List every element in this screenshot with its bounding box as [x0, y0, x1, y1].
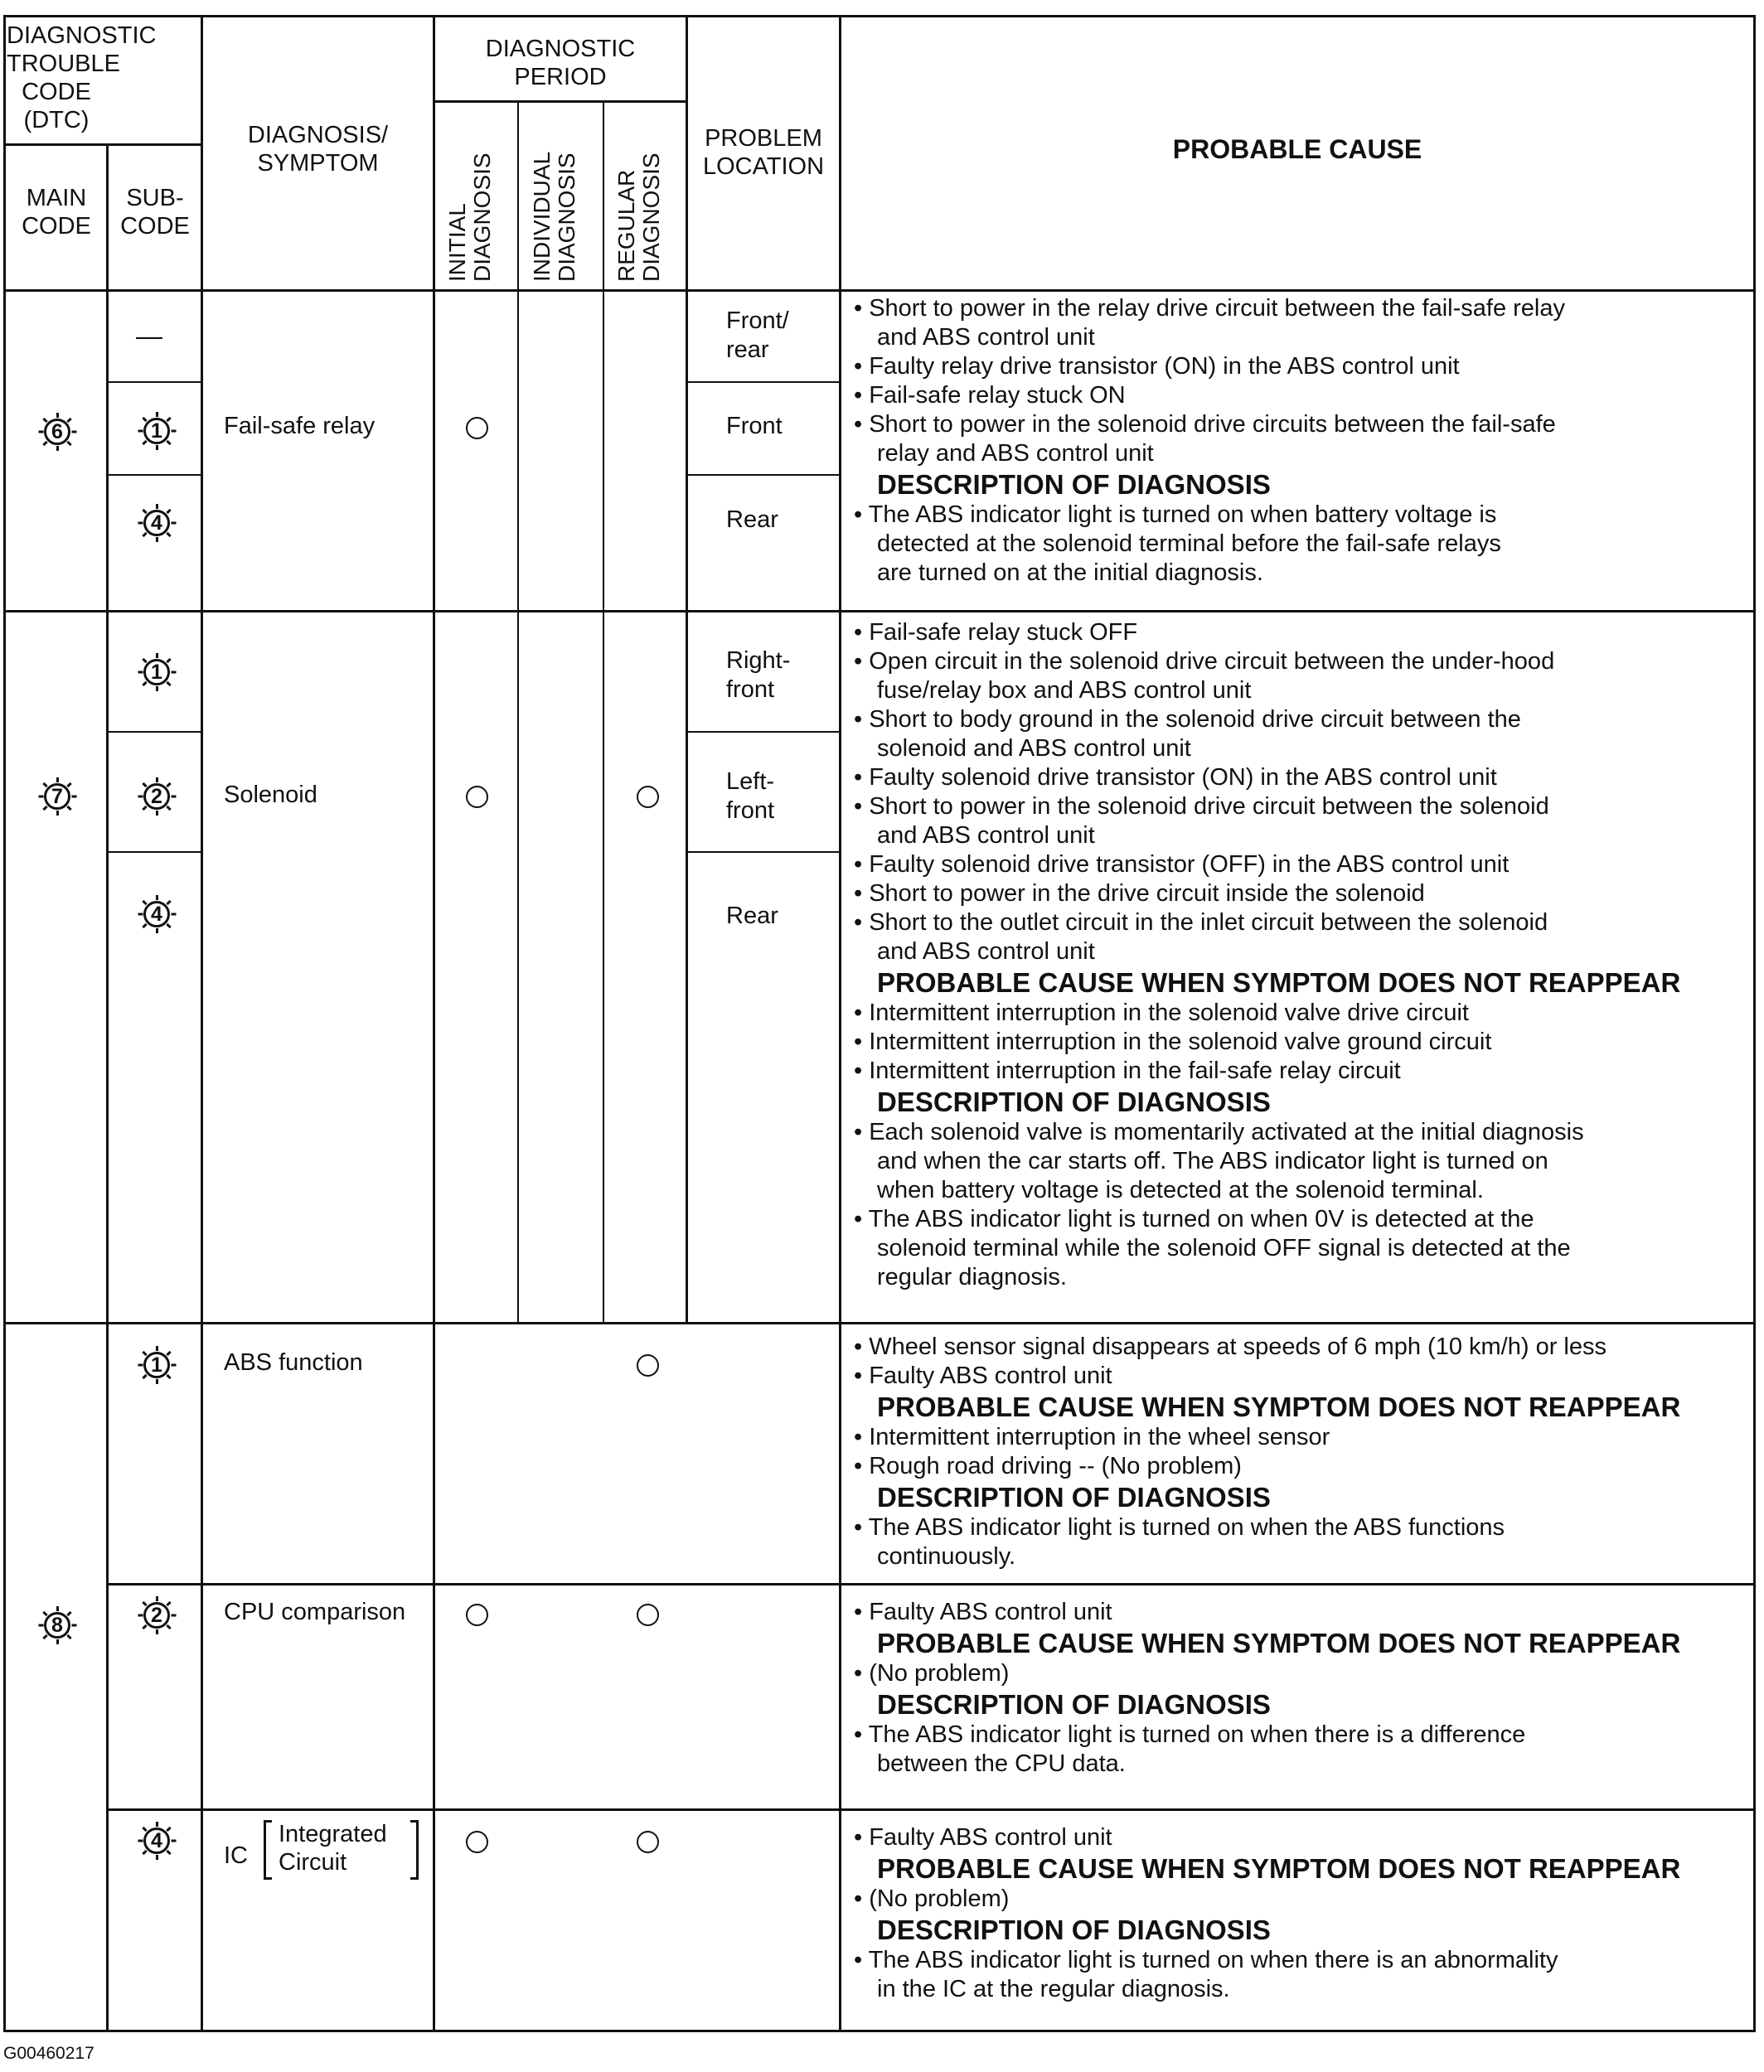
cause-line: • Fail-safe relay stuck ON — [854, 382, 1126, 409]
cause-line: • The ABS indicator light is turned on when 0V is detected at the — [854, 1206, 1534, 1232]
sub-code-4-icon: 4 — [138, 895, 174, 932]
regular-diagnosis-mark — [637, 1354, 659, 1377]
cause-line: continuously. — [877, 1543, 1016, 1570]
bracket-left-bottom — [264, 1877, 272, 1880]
cause-line: and ABS control unit — [877, 324, 1095, 351]
location-rear: Rear — [726, 903, 778, 929]
cause-line: and when the car starts off. The ABS indicator light is turned on — [877, 1148, 1548, 1174]
cause-line: • (No problem) — [854, 1660, 1010, 1687]
main-code-8-icon: 8 — [38, 1606, 75, 1643]
cause-heading: PROBABLE CAUSE WHEN SYMPTOM DOES NOT REAPPEAR — [877, 1853, 1681, 1884]
cause-line: • Faulty relay drive transistor (ON) in the ABS control unit — [854, 353, 1460, 380]
sub-code-2-icon: 2 — [138, 1596, 174, 1633]
cause-line: • Open circuit in the solenoid drive circuit between the under-hood — [854, 648, 1555, 675]
initial-diagnosis-mark — [466, 786, 488, 808]
cause-line: in the IC at the regular diagnosis. — [877, 1976, 1230, 2002]
location-front: Front — [726, 413, 783, 439]
cause-heading: PROBABLE CAUSE WHEN SYMPTOM DOES NOT REAPPEAR — [877, 1628, 1681, 1658]
bracket-right — [416, 1820, 419, 1880]
header-regular-diagnosis: REGULAR DIAGNOSIS — [613, 152, 664, 282]
initial-diagnosis-mark — [466, 1604, 488, 1626]
cause-line: • Short to body ground in the solenoid drive circuit between the — [854, 706, 1521, 733]
header-dtc: DIAGNOSTIC TROUBLE CODE (DTC) — [7, 22, 157, 133]
cause-heading: DESCRIPTION OF DIAGNOSIS — [877, 1689, 1271, 1720]
symptom-ic-bracket-text: Integrated Circuit — [279, 1821, 387, 1876]
main-code-6-icon: 6 — [38, 413, 75, 449]
cause-block-r7 — [854, 618, 1680, 1292]
header-sub-code: SUB- CODE — [120, 185, 190, 240]
cause-line: when battery voltage is detected at the solenoid terminal. — [877, 1177, 1484, 1203]
cause-line: • Faulty solenoid drive transistor (ON) in the ABS control unit — [854, 764, 1497, 791]
location-rear: Rear — [726, 506, 778, 533]
cause-line: • The ABS indicator light is turned on when there is an abnormality — [854, 1947, 1558, 1973]
cause-line: • Short to power in the solenoid drive circuits between the fail-safe — [854, 411, 1556, 438]
cause-line: • Short to power in the solenoid drive circuit between the solenoid — [854, 793, 1549, 820]
symptom-abs-function: ABS function — [224, 1349, 363, 1376]
symptom-fail-safe-relay: Fail-safe relay — [224, 413, 376, 439]
cause-line: fuse/relay box and ABS control unit — [877, 677, 1252, 704]
cause-line: • Short to the outlet circuit in the inlet circuit between the solenoid — [854, 909, 1548, 936]
cause-line: regular diagnosis. — [877, 1264, 1067, 1290]
bracket-right-bottom — [410, 1877, 419, 1880]
sub-code-1-icon: 1 — [138, 1346, 174, 1382]
regular-diagnosis-mark — [637, 786, 659, 808]
header-probable-cause: PROBABLE CAUSE — [1172, 134, 1422, 164]
cause-line: • (No problem) — [854, 1886, 1010, 1912]
cause-line: are turned on at the initial diagnosis. — [877, 559, 1263, 586]
bracket-right-top — [410, 1820, 419, 1823]
initial-diagnosis-mark — [466, 417, 488, 439]
sub-code-dash: — — [136, 321, 162, 351]
sub-code-1-icon: 1 — [138, 653, 174, 690]
sub-code-4-icon: 4 — [138, 1822, 174, 1858]
cause-block-r6 — [854, 294, 1565, 588]
cause-line: • Intermittent interruption in the fail-safe relay circuit — [854, 1058, 1401, 1084]
header-initial-diagnosis: INITIAL DIAGNOSIS — [444, 152, 495, 282]
cause-block-r8-1 — [854, 1333, 1680, 1571]
location-left-front: Left- front — [726, 768, 775, 824]
cause-line: detected at the solenoid terminal before the fail-safe relays — [877, 530, 1501, 557]
cause-heading: PROBABLE CAUSE WHEN SYMPTOM DOES NOT REAPPEAR — [877, 1392, 1681, 1422]
initial-diagnosis-mark — [466, 1831, 488, 1853]
cause-heading: PROBABLE CAUSE WHEN SYMPTOM DOES NOT REAPPEAR — [877, 967, 1681, 998]
cause-line: • The ABS indicator light is turned on when there is a difference — [854, 1721, 1526, 1748]
symptom-cpu-comparison: CPU comparison — [224, 1599, 406, 1625]
cause-line: • The ABS indicator light is turned on when battery voltage is — [854, 501, 1497, 528]
cause-line: • Intermittent interruption in the solenoid valve ground circuit — [854, 1029, 1492, 1055]
sub-code-1-icon: 1 — [138, 412, 174, 448]
cause-line: • The ABS indicator light is turned on when the ABS functions — [854, 1514, 1505, 1541]
cause-block-r8-2 — [854, 1598, 1680, 1779]
cause-line: relay and ABS control unit — [877, 440, 1154, 467]
cause-line: • Short to power in the relay drive circuit between the fail-safe relay — [854, 295, 1566, 322]
header-individual-diagnosis: INDIVIDUAL DIAGNOSIS — [529, 151, 579, 282]
cause-line: • Each solenoid valve is momentarily activated at the initial diagnosis — [854, 1119, 1584, 1145]
cause-heading: DESCRIPTION OF DIAGNOSIS — [877, 1482, 1271, 1513]
header-diagnostic-period: DIAGNOSTIC PERIOD — [485, 36, 636, 90]
cause-line: • Faulty ABS control unit — [854, 1599, 1112, 1625]
cause-heading: DESCRIPTION OF DIAGNOSIS — [877, 1087, 1271, 1117]
location-front-rear: Front/ rear — [726, 307, 789, 363]
cause-heading: DESCRIPTION OF DIAGNOSIS — [877, 1915, 1271, 1945]
cause-line: solenoid terminal while the solenoid OFF signal is detected at the — [877, 1235, 1571, 1261]
sub-code-4-icon: 4 — [138, 504, 174, 540]
cause-line: • Fail-safe relay stuck OFF — [854, 619, 1138, 646]
cause-block-r8-4 — [854, 1823, 1680, 2004]
sub-code-2-icon: 2 — [138, 777, 174, 814]
symptom-solenoid: Solenoid — [224, 782, 317, 808]
cause-line: between the CPU data. — [877, 1750, 1126, 1777]
cause-line: • Faulty solenoid drive transistor (OFF) in the ABS control unit — [854, 851, 1510, 878]
cause-line: • Short to power in the drive circuit inside the solenoid — [854, 880, 1425, 907]
cause-line: • Intermittent interruption in the wheel sensor — [854, 1424, 1330, 1450]
cause-line: • Wheel sensor signal disappears at speeds of 6 mph (10 km/h) or less — [854, 1334, 1606, 1360]
header-problem-location: PROBLEM LOCATION — [702, 125, 825, 180]
cause-line: and ABS control unit — [877, 938, 1095, 965]
cause-line: • Intermittent interruption in the solenoid valve drive circuit — [854, 1000, 1469, 1026]
figure-id: G00460217 — [3, 2044, 94, 2063]
cause-heading: DESCRIPTION OF DIAGNOSIS — [877, 469, 1271, 500]
regular-diagnosis-mark — [637, 1831, 659, 1853]
bracket-left-top — [264, 1820, 272, 1823]
header-diagnosis-symptom: DIAGNOSIS/ SYMPTOM — [247, 122, 389, 177]
header-main-code: MAIN CODE — [22, 185, 91, 240]
cause-line: and ABS control unit — [877, 822, 1095, 849]
cause-line: • Faulty ABS control unit — [854, 1824, 1112, 1851]
bracket-left — [264, 1820, 266, 1880]
regular-diagnosis-mark — [637, 1604, 659, 1626]
cause-line: solenoid and ABS control unit — [877, 735, 1191, 762]
cause-line: • Rough road driving -- (No problem) — [854, 1453, 1242, 1479]
location-right-front: Right- front — [726, 647, 791, 703]
cause-line: • Faulty ABS control unit — [854, 1363, 1112, 1389]
main-code-7-icon: 7 — [38, 777, 75, 814]
symptom-ic-prefix: IC — [224, 1842, 248, 1869]
